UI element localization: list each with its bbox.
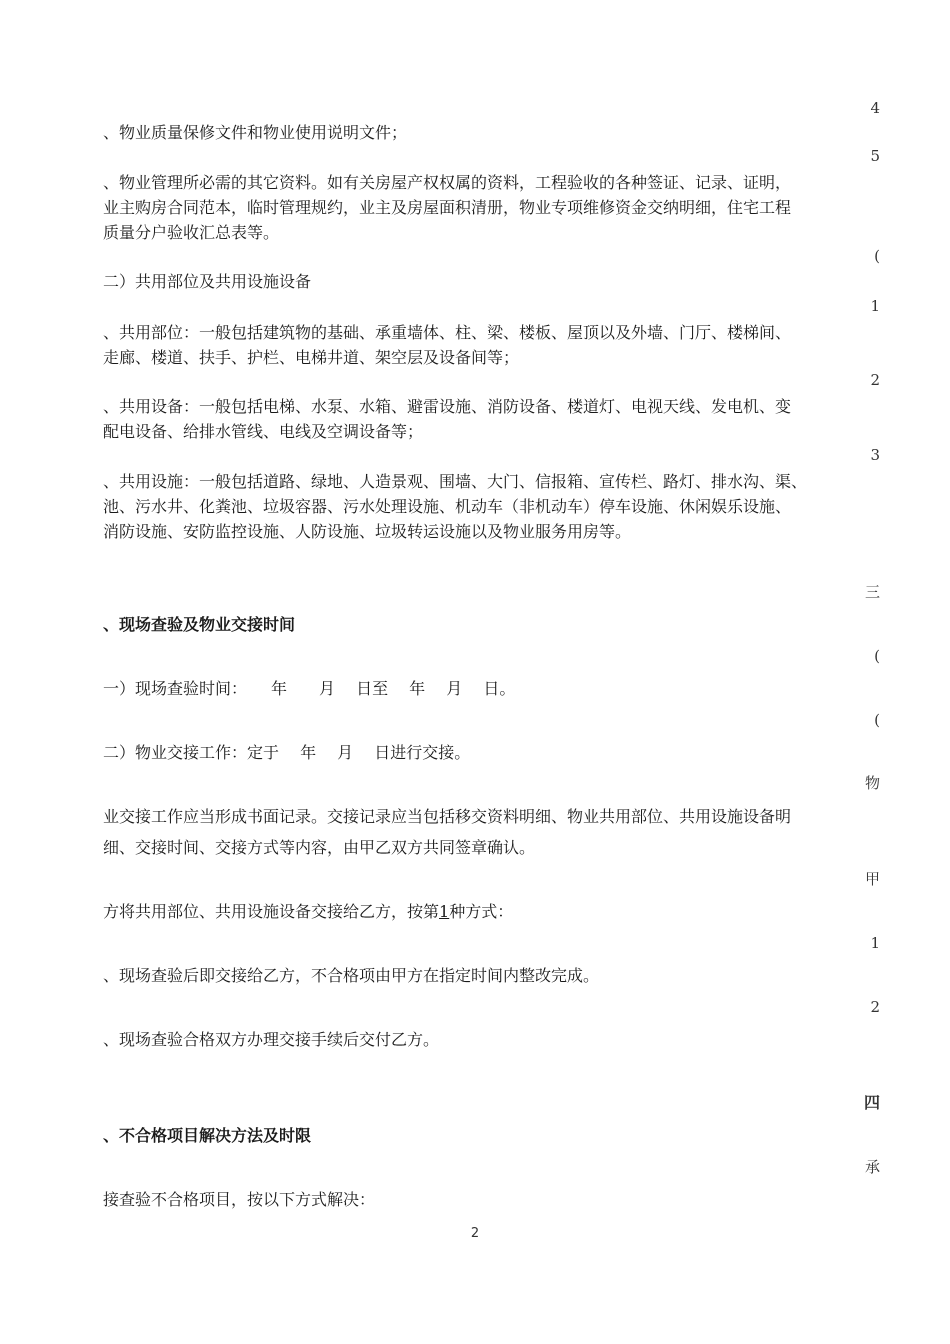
- page-number: 2: [470, 1226, 480, 1241]
- margin-marker: 2: [870, 998, 880, 1016]
- margin-marker: 1: [870, 297, 880, 315]
- text-line: 二）物业交接工作：定于 年 月 日进行交接。: [103, 743, 471, 762]
- text-line: 、共用部位：一般包括建筑物的基础、承重墙体、柱、梁、楼板、屋顶以及外墙、门厅、楼梯间、: [103, 323, 792, 342]
- text-line: 、现场查验合格双方办理交接手续后交付乙方。: [103, 1030, 440, 1049]
- margin-marker: 2: [870, 371, 880, 389]
- text-line: 、现场查验后即交接给乙方，不合格项由甲方在指定时间内整改完成。: [103, 966, 600, 985]
- text-line: 业交接工作应当形成书面记录。交接记录应当包括移交资料明细、物业共用部位、共用设施设备明: [103, 807, 792, 826]
- text-line: 、共用设施：一般包括道路、绿地、人造景观、围墙、大门、信报箱、宣传栏、路灯、排水沟、渠、: [103, 472, 808, 491]
- section-heading: 、不合格项目解决方法及时限: [103, 1126, 312, 1145]
- margin-marker: (: [874, 247, 880, 265]
- text-line: 、共用设备：一般包括电梯、水泵、水箱、避雷设施、消防设备、楼道灯、电视天线、发电机、变: [103, 397, 792, 416]
- text-line: 走廊、楼道、扶手、护栏、电梯井道、架空层及设备间等；: [103, 348, 520, 367]
- text-line: 池、污水井、化粪池、垃圾容器、污水处理设施、机动车（非机动车）停车设施、休闲娱乐设施、: [103, 497, 792, 516]
- text-line: 业主购房合同范本，临时管理规约，业主及房屋面积清册，物业专项维修资金交纳明细，住宅工程: [103, 198, 792, 217]
- margin-marker: 4: [870, 99, 880, 117]
- text-line: 一）现场查验时间： 年 月 日至 年 月 日。: [103, 679, 516, 698]
- text-line: 接查验不合格项目，按以下方式解决：: [103, 1190, 376, 1209]
- margin-marker: 三: [864, 583, 880, 601]
- text-line: 、物业管理所必需的其它资料。如有关房屋产权权属的资料，工程验收的各种签证、记录、证明，: [103, 173, 792, 192]
- margin-marker: 5: [870, 147, 880, 165]
- text-line: 二）共用部位及共用设施设备: [103, 272, 312, 291]
- text-segment: 方将共用部位、共用设施设备交接给乙方，按第: [103, 902, 440, 921]
- margin-marker: 甲: [864, 870, 880, 888]
- text-line: 质量分户验收汇总表等。: [103, 223, 280, 242]
- margin-marker: 1: [870, 934, 880, 952]
- text-line: 、物业质量保修文件和物业使用说明文件；: [103, 123, 408, 142]
- section-heading: 、现场查验及物业交接时间: [103, 615, 296, 634]
- margin-marker: 承: [864, 1158, 880, 1176]
- margin-marker: (: [874, 647, 880, 665]
- text-line: 配电设备、给排水管线、电线及空调设备等；: [103, 422, 424, 441]
- option-number: 1: [439, 902, 450, 921]
- text-line: 细、交接时间、交接方式等内容，由甲乙双方共同签章确认。: [103, 838, 536, 857]
- margin-marker: (: [874, 711, 880, 729]
- text-segment: 种方式：: [449, 902, 514, 921]
- margin-marker: 3: [870, 446, 880, 464]
- text-line: [103, 899, 513, 924]
- margin-marker: 四: [863, 1093, 880, 1112]
- text-line: 消防设施、安防监控设施、人防设施、垃圾转运设施以及物业服务用房等。: [103, 522, 632, 541]
- margin-marker: 物: [864, 774, 880, 792]
